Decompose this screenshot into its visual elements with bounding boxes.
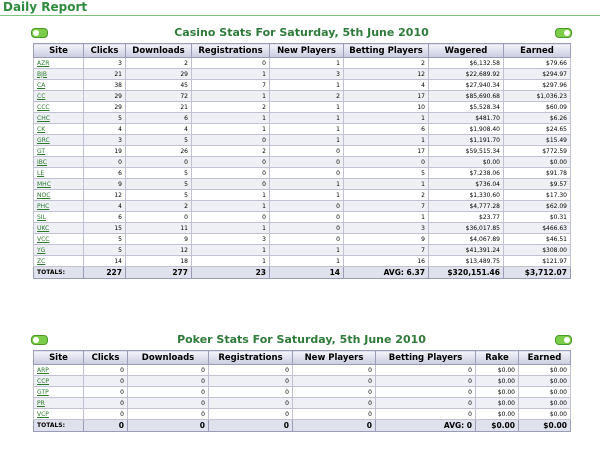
casino-site-cell <box>34 168 84 179</box>
casino-cell-downloads: 2 <box>126 201 192 212</box>
casino-table-row <box>34 135 571 146</box>
poker-site-cell <box>34 376 84 387</box>
casino-cell-clicks: 15 <box>84 223 126 234</box>
poker-header-clicks: Clicks <box>84 351 128 365</box>
site-link-sil[interactable]: SIL <box>37 213 46 221</box>
casino-table-header-row <box>34 44 571 58</box>
casino-site-cell <box>34 91 84 102</box>
casino-cell-clicks: 4 <box>84 201 126 212</box>
site-link-ukc[interactable]: UKC <box>37 224 50 232</box>
casino-cell-new-players: 1 <box>270 124 344 135</box>
casino-totals-label: TOTALS: <box>34 267 84 279</box>
casino-cell-registrations: 1 <box>192 256 270 267</box>
casino-site-cell <box>34 234 84 245</box>
casino-cell-earned: $24.65 <box>504 124 571 135</box>
casino-total-registrations: 23 <box>192 267 270 279</box>
casino-site-cell <box>34 212 84 223</box>
site-link-vcc[interactable]: VCC <box>37 235 50 243</box>
site-link-arp[interactable]: ARP <box>37 366 49 374</box>
casino-cell-earned: $294.97 <box>504 69 571 80</box>
casino-site-cell <box>34 190 84 201</box>
casino-cell-downloads: 12 <box>126 245 192 256</box>
poker-cell-new-players: 0 <box>293 387 376 398</box>
casino-cell-downloads: 11 <box>126 223 192 234</box>
casino-cell-new-players: 1 <box>270 80 344 91</box>
casino-cell-registrations: 0 <box>192 168 270 179</box>
casino-cell-new-players: 0 <box>270 234 344 245</box>
casino-cell-registrations: 2 <box>192 102 270 113</box>
poker-cell-rake: $0.00 <box>476 409 519 420</box>
poker-cell-rake: $0.00 <box>476 365 519 376</box>
casino-cell-downloads: 72 <box>126 91 192 102</box>
casino-cell-wagered: $1,330.60 <box>429 190 504 201</box>
poker-cell-downloads: 0 <box>128 409 209 420</box>
casino-cell-earned: $79.66 <box>504 58 571 69</box>
casino-cell-clicks: 21 <box>84 69 126 80</box>
casino-table-row <box>34 168 571 179</box>
site-link-chc[interactable]: CHC <box>37 114 50 122</box>
casino-cell-registrations: 1 <box>192 245 270 256</box>
poker-header-earned: Earned <box>519 351 571 365</box>
casino-cell-betting-players: 9 <box>344 234 429 245</box>
casino-cell-clicks: 6 <box>84 168 126 179</box>
casino-cell-wagered: $481.70 <box>429 113 504 124</box>
casino-cell-new-players: 1 <box>270 113 344 124</box>
page-title: Daily Report <box>3 0 88 14</box>
poker-totals-row <box>34 420 571 432</box>
casino-cell-new-players: 0 <box>270 157 344 168</box>
casino-cell-wagered: $85,690.68 <box>429 91 504 102</box>
poker-total-registrations: 0 <box>209 420 293 432</box>
casino-cell-registrations: 0 <box>192 58 270 69</box>
poker-table-row <box>34 398 571 409</box>
casino-cell-downloads: 5 <box>126 135 192 146</box>
casino-cell-new-players: 0 <box>270 146 344 157</box>
site-link-cc[interactable]: CC <box>37 92 46 100</box>
poker-cell-betting-players: 0 <box>376 409 476 420</box>
casino-cell-wagered: $7,238.06 <box>429 168 504 179</box>
poker-table-row <box>34 387 571 398</box>
site-link-ck[interactable]: CK <box>37 125 46 133</box>
casino-cell-earned: $62.09 <box>504 201 571 212</box>
poker-total-rake: $0.00 <box>476 420 519 432</box>
casino-cell-earned: $46.51 <box>504 234 571 245</box>
casino-cell-new-players: 1 <box>270 135 344 146</box>
casino-cell-wagered: $22,689.92 <box>429 69 504 80</box>
casino-cell-clicks: 12 <box>84 190 126 201</box>
poker-stats-caption: Poker Stats For Saturday, 5th June 2010 <box>177 333 426 346</box>
casino-header-site: Site <box>34 44 84 58</box>
casino-table-row <box>34 102 571 113</box>
poker-total-downloads: 0 <box>128 420 209 432</box>
casino-cell-downloads: 45 <box>126 80 192 91</box>
casino-cell-clicks: 29 <box>84 102 126 113</box>
site-link-gtp[interactable]: GTP <box>37 388 49 396</box>
poker-cell-registrations: 0 <box>209 376 293 387</box>
poker-cell-clicks: 0 <box>84 387 128 398</box>
poker-header-registrations: Registrations <box>209 351 293 365</box>
casino-cell-betting-players: 0 <box>344 157 429 168</box>
poker-section-header <box>33 332 570 350</box>
casino-cell-new-players: 0 <box>270 223 344 234</box>
casino-header-registrations: Registrations <box>192 44 270 58</box>
poker-cell-downloads: 0 <box>128 387 209 398</box>
casino-stats-caption: Casino Stats For Saturday, 5th June 2010 <box>174 26 429 39</box>
casino-site-cell <box>34 80 84 91</box>
casino-cell-wagered: $27,940.34 <box>429 80 504 91</box>
site-link-pr[interactable]: PR <box>37 399 45 407</box>
casino-expand-toggle-icon[interactable] <box>555 28 572 38</box>
poker-cell-betting-players: 0 <box>376 365 476 376</box>
casino-cell-clicks: 3 <box>84 58 126 69</box>
casino-cell-new-players: 1 <box>270 179 344 190</box>
poker-header-new-players: New Players <box>293 351 376 365</box>
casino-total-wagered: $320,151.46 <box>429 267 504 279</box>
casino-cell-new-players: 1 <box>270 190 344 201</box>
casino-site-cell <box>34 245 84 256</box>
casino-site-cell <box>34 157 84 168</box>
casino-cell-wagered: $4,777.28 <box>429 201 504 212</box>
casino-site-cell <box>34 201 84 212</box>
casino-cell-betting-players: 2 <box>344 190 429 201</box>
poker-cell-registrations: 0 <box>209 365 293 376</box>
casino-cell-wagered: $41,391.24 <box>429 245 504 256</box>
casino-cell-earned: $17.30 <box>504 190 571 201</box>
casino-site-cell <box>34 58 84 69</box>
casino-header-clicks: Clicks <box>84 44 126 58</box>
casino-table-row <box>34 223 571 234</box>
site-link-yg[interactable]: YG <box>37 246 46 254</box>
casino-table-row <box>34 91 571 102</box>
casino-cell-earned: $297.96 <box>504 80 571 91</box>
poker-site-cell <box>34 409 84 420</box>
casino-cell-new-players: 2 <box>270 91 344 102</box>
poker-table-row <box>34 365 571 376</box>
poker-cell-downloads: 0 <box>128 376 209 387</box>
casino-cell-downloads: 21 <box>126 102 192 113</box>
casino-section-header <box>33 25 570 43</box>
casino-site-cell <box>34 146 84 157</box>
poker-header-betting-players: Betting Players <box>376 351 476 365</box>
casino-cell-new-players: 1 <box>270 245 344 256</box>
poker-total-clicks: 0 <box>84 420 128 432</box>
poker-header-site: Site <box>34 351 84 365</box>
casino-cell-new-players: 1 <box>270 256 344 267</box>
casino-site-cell <box>34 135 84 146</box>
casino-cell-wagered: $59,515.34 <box>429 146 504 157</box>
poker-site-cell <box>34 365 84 376</box>
site-link-bjb[interactable]: BJB <box>37 70 48 78</box>
casino-cell-betting-players: 17 <box>344 91 429 102</box>
poker-stats-section <box>33 332 570 432</box>
poker-table-row <box>34 409 571 420</box>
casino-cell-new-players: 3 <box>270 69 344 80</box>
casino-cell-betting-players: 10 <box>344 102 429 113</box>
casino-total-downloads: 277 <box>126 267 192 279</box>
casino-cell-registrations: 3 <box>192 234 270 245</box>
casino-cell-registrations: 1 <box>192 113 270 124</box>
casino-cell-new-players: 0 <box>270 168 344 179</box>
casino-total-clicks: 227 <box>84 267 126 279</box>
casino-table-row <box>34 69 571 80</box>
site-link-grc[interactable]: GRC <box>37 136 50 144</box>
poker-expand-toggle-icon[interactable] <box>555 335 572 345</box>
site-link-ccc[interactable]: CCC <box>37 103 50 111</box>
site-link-phc[interactable]: PHC <box>37 202 50 210</box>
poker-stats-table <box>33 350 571 432</box>
casino-cell-clicks: 6 <box>84 212 126 223</box>
casino-cell-clicks: 4 <box>84 124 126 135</box>
site-link-gt[interactable]: GT <box>37 147 46 155</box>
casino-cell-betting-players: 1 <box>344 179 429 190</box>
casino-cell-registrations: 0 <box>192 179 270 190</box>
casino-cell-wagered: $1,191.70 <box>429 135 504 146</box>
poker-cell-earned: $0.00 <box>519 387 571 398</box>
casino-table-row <box>34 201 571 212</box>
poker-cell-registrations: 0 <box>209 387 293 398</box>
casino-cell-clicks: 14 <box>84 256 126 267</box>
casino-cell-earned: $9.57 <box>504 179 571 190</box>
casino-cell-earned: $1,036.23 <box>504 91 571 102</box>
site-link-le[interactable]: LE <box>37 169 45 177</box>
casino-table-row <box>34 113 571 124</box>
casino-cell-downloads: 0 <box>126 212 192 223</box>
casino-cell-earned: $772.59 <box>504 146 571 157</box>
poker-total-earned: $0.00 <box>519 420 571 432</box>
casino-cell-earned: $0.00 <box>504 157 571 168</box>
poker-cell-downloads: 0 <box>128 398 209 409</box>
poker-cell-earned: $0.00 <box>519 398 571 409</box>
casino-cell-wagered: $4,067.89 <box>429 234 504 245</box>
casino-cell-betting-players: 1 <box>344 113 429 124</box>
casino-header-earned: Earned <box>504 44 571 58</box>
casino-cell-earned: $6.26 <box>504 113 571 124</box>
casino-cell-betting-players: 12 <box>344 69 429 80</box>
casino-cell-registrations: 0 <box>192 135 270 146</box>
casino-cell-betting-players: 5 <box>344 168 429 179</box>
poker-cell-rake: $0.00 <box>476 398 519 409</box>
poker-cell-betting-players: 0 <box>376 387 476 398</box>
casino-cell-betting-players: 7 <box>344 201 429 212</box>
poker-cell-clicks: 0 <box>84 376 128 387</box>
casino-cell-clicks: 9 <box>84 179 126 190</box>
site-link-noc[interactable]: NOC <box>37 191 51 199</box>
poker-table-header-row <box>34 351 571 365</box>
casino-total-betting-players: AVG: 6.37 <box>344 267 429 279</box>
casino-cell-downloads: 9 <box>126 234 192 245</box>
poker-cell-clicks: 0 <box>84 409 128 420</box>
site-link-mhc[interactable]: MHC <box>37 180 51 188</box>
casino-cell-downloads: 4 <box>126 124 192 135</box>
poker-cell-earned: $0.00 <box>519 409 571 420</box>
casino-cell-registrations: 1 <box>192 190 270 201</box>
casino-cell-wagered: $0.00 <box>429 157 504 168</box>
casino-cell-betting-players: 3 <box>344 223 429 234</box>
poker-site-cell <box>34 387 84 398</box>
poker-header-downloads: Downloads <box>128 351 209 365</box>
poker-header-rake: Rake <box>476 351 519 365</box>
casino-table-row <box>34 146 571 157</box>
casino-site-cell <box>34 124 84 135</box>
poker-cell-earned: $0.00 <box>519 376 571 387</box>
casino-cell-registrations: 7 <box>192 80 270 91</box>
casino-cell-clicks: 19 <box>84 146 126 157</box>
casino-cell-clicks: 5 <box>84 113 126 124</box>
poker-cell-registrations: 0 <box>209 398 293 409</box>
site-link-ccp[interactable]: CCP <box>37 377 49 385</box>
casino-cell-wagered: $5,528.34 <box>429 102 504 113</box>
poker-table-row <box>34 376 571 387</box>
casino-cell-new-players: 1 <box>270 58 344 69</box>
casino-cell-earned: $466.63 <box>504 223 571 234</box>
casino-cell-registrations: 1 <box>192 223 270 234</box>
casino-header-downloads: Downloads <box>126 44 192 58</box>
casino-cell-downloads: 5 <box>126 179 192 190</box>
casino-table-row <box>34 212 571 223</box>
poker-cell-new-players: 0 <box>293 398 376 409</box>
casino-totals-row <box>34 267 571 279</box>
casino-table-row <box>34 179 571 190</box>
casino-cell-earned: $60.09 <box>504 102 571 113</box>
casino-table-row <box>34 256 571 267</box>
casino-cell-registrations: 1 <box>192 91 270 102</box>
casino-cell-downloads: 5 <box>126 190 192 201</box>
casino-table-row <box>34 124 571 135</box>
site-link-ca[interactable]: CA <box>37 81 46 89</box>
poker-cell-new-players: 0 <box>293 409 376 420</box>
casino-cell-wagered: $1,908.40 <box>429 124 504 135</box>
casino-cell-downloads: 5 <box>126 168 192 179</box>
casino-cell-downloads: 18 <box>126 256 192 267</box>
casino-cell-betting-players: 1 <box>344 212 429 223</box>
casino-table-row <box>34 190 571 201</box>
casino-cell-downloads: 2 <box>126 58 192 69</box>
casino-cell-downloads: 6 <box>126 113 192 124</box>
casino-cell-clicks: 3 <box>84 135 126 146</box>
casino-cell-earned: $15.49 <box>504 135 571 146</box>
casino-table-row <box>34 58 571 69</box>
casino-site-cell <box>34 223 84 234</box>
casino-cell-clicks: 5 <box>84 234 126 245</box>
casino-cell-registrations: 1 <box>192 124 270 135</box>
casino-table-row <box>34 80 571 91</box>
poker-cell-clicks: 0 <box>84 365 128 376</box>
poker-cell-clicks: 0 <box>84 398 128 409</box>
casino-total-new-players: 14 <box>270 267 344 279</box>
casino-site-cell <box>34 179 84 190</box>
casino-cell-downloads: 26 <box>126 146 192 157</box>
casino-cell-betting-players: 6 <box>344 124 429 135</box>
casino-cell-downloads: 29 <box>126 69 192 80</box>
casino-cell-wagered: $13,489.75 <box>429 256 504 267</box>
casino-cell-clicks: 0 <box>84 157 126 168</box>
casino-cell-betting-players: 4 <box>344 80 429 91</box>
casino-cell-registrations: 2 <box>192 146 270 157</box>
casino-cell-earned: $121.97 <box>504 256 571 267</box>
casino-table-row <box>34 245 571 256</box>
site-link-zc[interactable]: ZC <box>37 257 46 265</box>
casino-cell-earned: $91.78 <box>504 168 571 179</box>
casino-cell-betting-players: 7 <box>344 245 429 256</box>
casino-cell-registrations: 0 <box>192 157 270 168</box>
casino-cell-betting-players: 16 <box>344 256 429 267</box>
casino-site-cell <box>34 256 84 267</box>
poker-cell-new-players: 0 <box>293 376 376 387</box>
casino-cell-betting-players: 2 <box>344 58 429 69</box>
casino-header-betting-players: Betting Players <box>344 44 429 58</box>
poker-total-new-players: 0 <box>293 420 376 432</box>
title-divider <box>0 15 600 16</box>
casino-cell-wagered: $736.04 <box>429 179 504 190</box>
casino-cell-registrations: 1 <box>192 69 270 80</box>
poker-cell-new-players: 0 <box>293 365 376 376</box>
poker-total-betting-players: AVG: 0 <box>376 420 476 432</box>
poker-site-cell <box>34 398 84 409</box>
site-link-vcp[interactable]: VCP <box>37 410 49 418</box>
casino-stats-section <box>33 25 570 279</box>
casino-cell-clicks: 5 <box>84 245 126 256</box>
casino-cell-wagered: $36,017.85 <box>429 223 504 234</box>
casino-cell-wagered: $23.77 <box>429 212 504 223</box>
casino-cell-new-players: 0 <box>270 201 344 212</box>
poker-cell-earned: $0.00 <box>519 365 571 376</box>
casino-cell-betting-players: 17 <box>344 146 429 157</box>
casino-cell-new-players: 0 <box>270 212 344 223</box>
casino-table-row <box>34 234 571 245</box>
casino-table-row <box>34 157 571 168</box>
casino-header-wagered: Wagered <box>429 44 504 58</box>
casino-cell-registrations: 1 <box>192 201 270 212</box>
casino-total-earned: $3,712.07 <box>504 267 571 279</box>
poker-totals-label: TOTALS: <box>34 420 84 432</box>
casino-cell-clicks: 29 <box>84 91 126 102</box>
casino-cell-earned: $308.00 <box>504 245 571 256</box>
casino-header-new-players: New Players <box>270 44 344 58</box>
casino-cell-wagered: $6,132.58 <box>429 58 504 69</box>
casino-cell-downloads: 0 <box>126 157 192 168</box>
site-link-azr[interactable]: AZR <box>37 59 50 67</box>
poker-cell-rake: $0.00 <box>476 387 519 398</box>
casino-cell-earned: $0.31 <box>504 212 571 223</box>
site-link-ibc[interactable]: IBC <box>37 158 47 166</box>
poker-cell-downloads: 0 <box>128 365 209 376</box>
casino-cell-betting-players: 1 <box>344 135 429 146</box>
casino-site-cell <box>34 113 84 124</box>
poker-cell-rake: $0.00 <box>476 376 519 387</box>
casino-cell-new-players: 1 <box>270 102 344 113</box>
poker-cell-betting-players: 0 <box>376 398 476 409</box>
casino-site-cell <box>34 69 84 80</box>
poker-cell-betting-players: 0 <box>376 376 476 387</box>
casino-cell-registrations: 0 <box>192 212 270 223</box>
casino-site-cell <box>34 102 84 113</box>
casino-stats-table <box>33 43 571 279</box>
poker-cell-registrations: 0 <box>209 409 293 420</box>
casino-cell-clicks: 38 <box>84 80 126 91</box>
